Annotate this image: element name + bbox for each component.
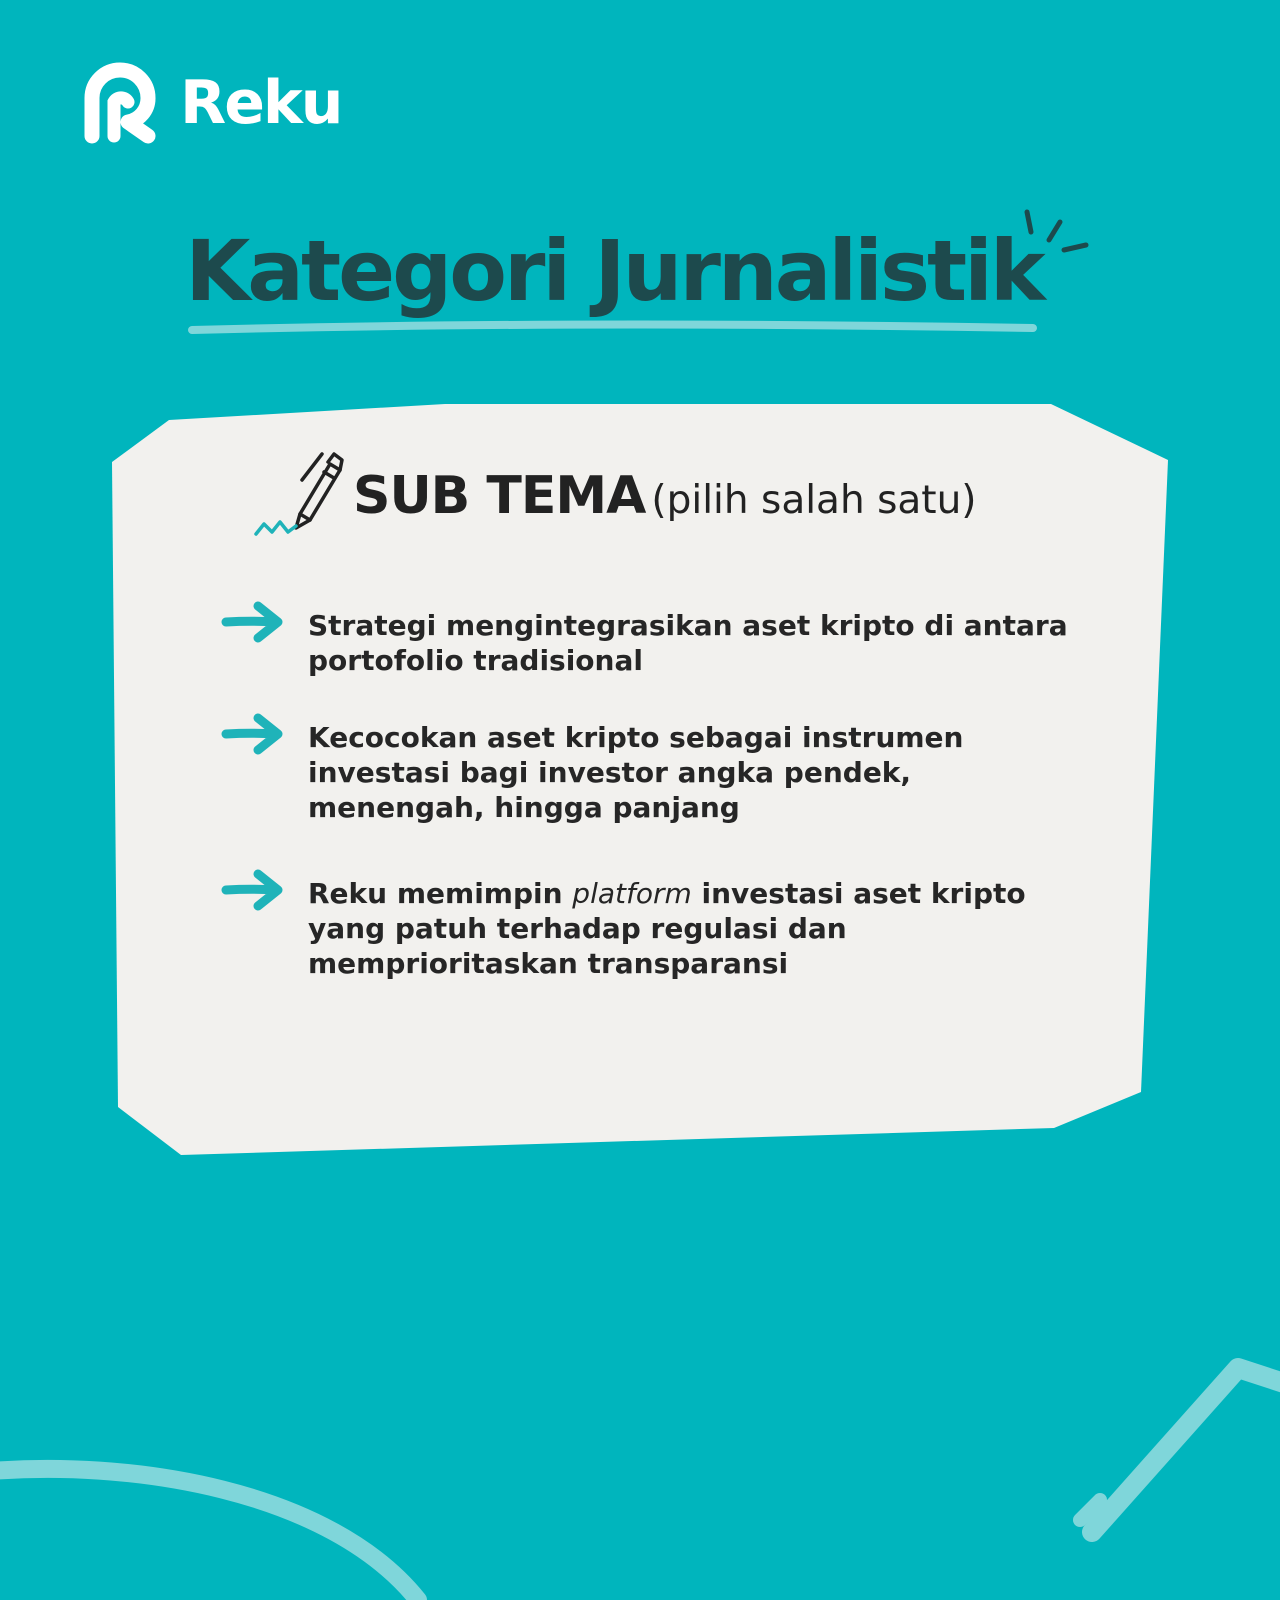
- item-text-3-emphasis: platform: [572, 877, 692, 910]
- arrow-right-icon: [220, 600, 284, 644]
- item-text-3-end: investasi aset kripto yang patuh terhadap regulasi dan memprioritaskan transparansi: [308, 877, 1026, 980]
- brand-name: Reku: [180, 68, 342, 138]
- list-item-text: [308, 876, 1088, 981]
- item-text-3-start: Reku memimpin: [308, 877, 573, 910]
- sub-theme-note: (pilih salah satu): [651, 478, 977, 523]
- arrow-right-icon: [220, 868, 284, 912]
- item-text-2: Kecocokan aset kripto sebagai instrumen investasi bagi investor angka pendek, menengah, hingga panjang: [308, 721, 964, 824]
- card-heading: [353, 466, 977, 526]
- pen-icon: [250, 450, 350, 546]
- list-item-text: [308, 720, 1088, 825]
- sub-theme-heading: SUB TEMA: [353, 466, 646, 526]
- arrow-right-icon: [220, 712, 284, 756]
- list-item-text: [308, 608, 1088, 678]
- page-title: Kategori Jurnalistik: [185, 222, 1043, 320]
- item-text-1: Strategi mengintegrasikan aset kripto di antara portofolio tradisional: [308, 609, 1068, 677]
